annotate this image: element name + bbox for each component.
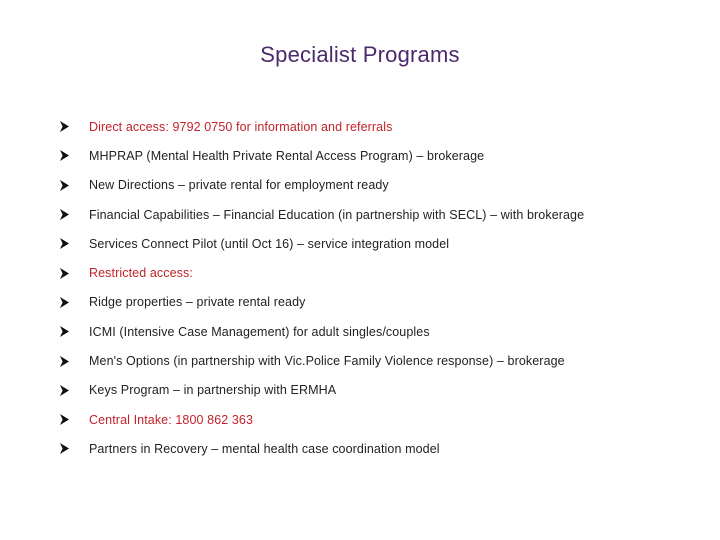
arrowhead-bullet-icon (60, 121, 89, 132)
bullet-item (60, 346, 700, 375)
bullet-text: Partners in Recovery – mental health case coordination model (89, 441, 440, 456)
bullet-item (60, 229, 700, 258)
bullet-text: Financial Capabilities – Financial Education (in partnership with SECL) – with brokerage (89, 207, 585, 222)
bullet-text: MHPRAP (Mental Health Private Rental Access Program) – brokerage (89, 148, 485, 163)
arrowhead-bullet-icon (60, 356, 89, 367)
bullet-item (60, 434, 700, 463)
arrowhead-bullet-icon (60, 385, 89, 396)
arrowhead-bullet-icon (60, 414, 89, 425)
arrowhead-bullet-icon (60, 326, 89, 337)
bullet-item (60, 171, 700, 200)
bullet-text: Restricted access: (89, 266, 193, 281)
slide-title: Specialist Programs (260, 42, 460, 67)
bullet-text: Direct access: 9792 0750 for information and referrals (89, 119, 393, 134)
bullet-text: ICMI (Intensive Case Management) for adult singles/couples (89, 324, 430, 339)
arrowhead-bullet-icon (60, 443, 89, 454)
bullet-text: Keys Program – in partnership with ERMHA (89, 383, 337, 398)
bullet-item (60, 258, 700, 287)
bullet-item (60, 141, 700, 170)
bullet-item (60, 317, 700, 346)
bullet-item (60, 200, 700, 229)
arrowhead-bullet-icon (60, 209, 89, 220)
bullet-item (60, 405, 700, 434)
arrowhead-bullet-icon (60, 297, 89, 308)
arrowhead-bullet-icon (60, 238, 89, 249)
bullet-text: Services Connect Pilot (until Oct 16) – service integration model (89, 236, 450, 251)
arrowhead-bullet-icon (60, 150, 89, 161)
bullet-text: Central Intake: 1800 862 363 (89, 412, 254, 427)
bullet-text: New Directions – private rental for employment ready (89, 178, 389, 193)
arrowhead-bullet-icon (60, 268, 89, 279)
bullet-list (60, 112, 700, 464)
bullet-item (60, 288, 700, 317)
bullet-item (60, 112, 700, 141)
bullet-text: Men's Options (in partnership with Vic.Police Family Violence response) – brokerage (89, 354, 565, 369)
bullet-item (60, 376, 700, 405)
arrowhead-bullet-icon (60, 180, 89, 191)
bullet-text: Ridge properties – private rental ready (89, 295, 306, 310)
